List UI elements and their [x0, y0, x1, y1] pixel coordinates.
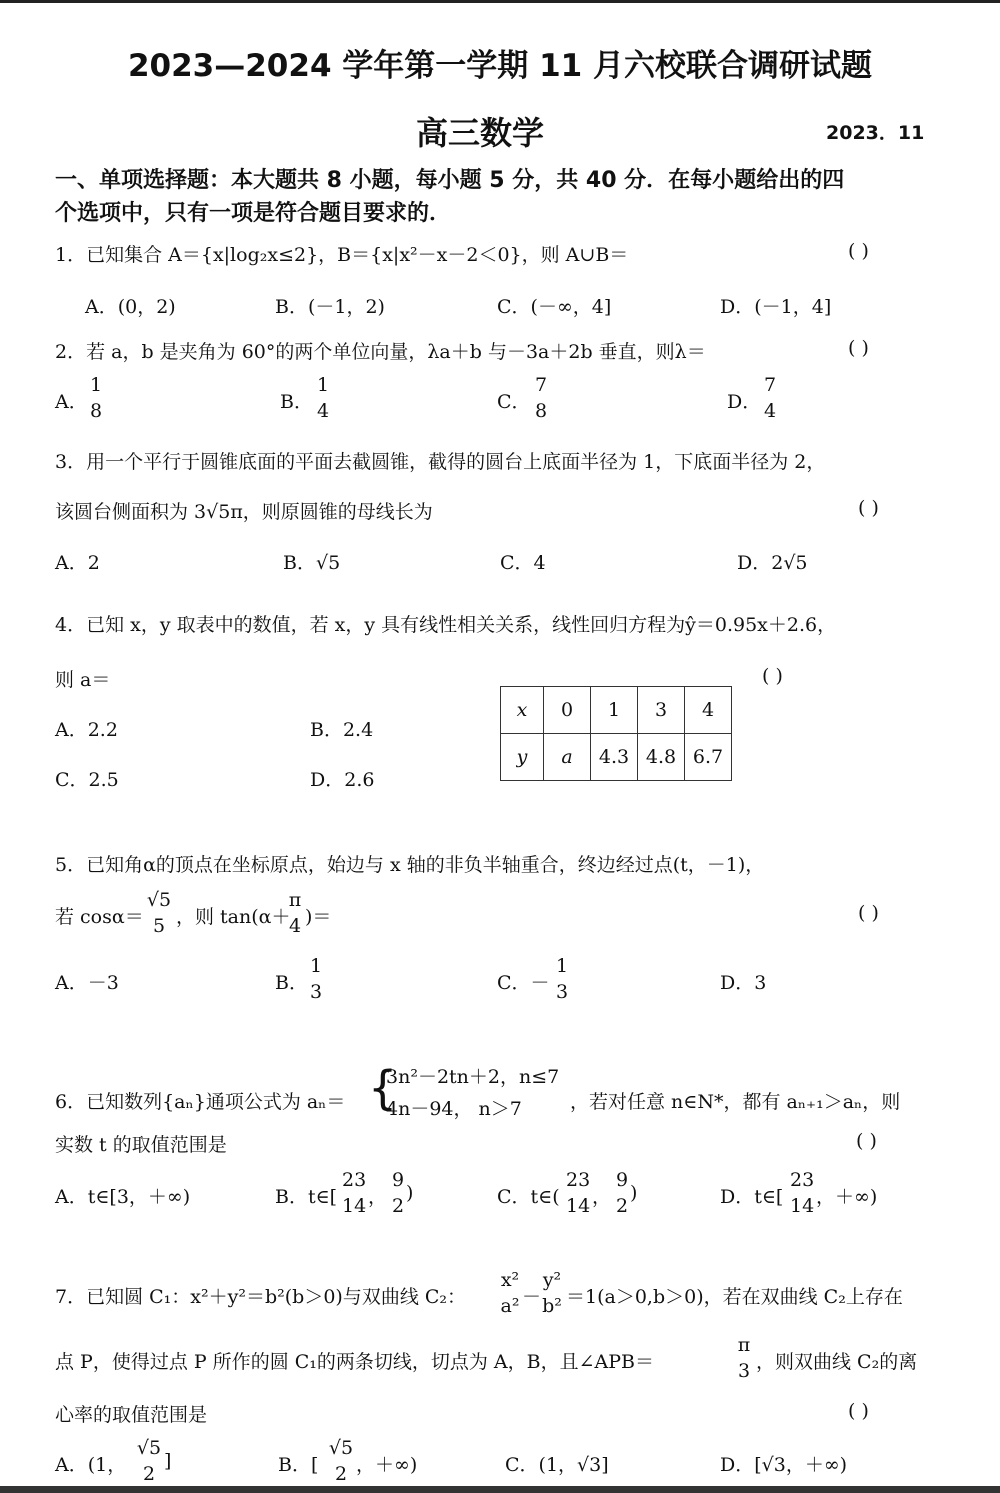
q2-option-a-fraction: 1 8 [89, 374, 103, 422]
q3-option-a: A．2 [55, 552, 100, 574]
q7-line-2-pre: 点 P，使得过点 P 所作的圆 C₁的两条切线，切点为 A，B，且∠APB＝ [55, 1351, 654, 1373]
q2-option-b-label: B． [280, 391, 313, 413]
q6-option-b-close: ) [406, 1182, 414, 1204]
q7-option-a-fraction: √5 2 [136, 1437, 162, 1485]
q5-option-c-fraction: 1 3 [555, 955, 569, 1003]
q6-option-c-pre: C．t∈( [497, 1186, 560, 1208]
q2-option-d-fraction: 7 4 [763, 374, 777, 422]
q6-option-c-fraction-2: 9 2 [615, 1169, 629, 1217]
subject-title: 高三数学 [415, 114, 544, 152]
q7-option-b-pre: B．[ [278, 1454, 319, 1476]
q7-stem-pre: 7．已知圆 C₁：x²＋y²＝b²(b＞0)与双曲线 C₂： [55, 1286, 467, 1308]
q7-y-fraction: y² b² [542, 1269, 562, 1317]
q6-option-d-pre: D．t∈[ [720, 1186, 784, 1208]
q5-option-c-label: C．－ [497, 972, 550, 994]
table-cell: 4 [685, 687, 732, 734]
q7-option-b-fraction: √5 2 [328, 1437, 354, 1485]
q5-option-d: D．3 [720, 972, 767, 994]
table-cell: a [544, 734, 591, 781]
q6-option-b-sep: ， [368, 1186, 388, 1208]
table-cell: 6.7 [685, 734, 732, 781]
q4-option-c: C．2.5 [55, 769, 119, 791]
q6-option-d-post: ，＋∞) [816, 1186, 878, 1208]
q7-option-b-post: ，＋∞) [356, 1454, 418, 1476]
table-row-x [501, 687, 732, 734]
q1-option-c: C．(－∞，4] [497, 296, 612, 318]
q2-answer-paren: ( ) [848, 337, 869, 359]
section-line-1: 一、单项选择题：本大题共 8 小题，每小题 5 分，共 40 分．在每小题给出的四 [55, 168, 845, 193]
q7-option-a-post: ] [164, 1450, 172, 1472]
q6-option-b-fraction-2: 9 2 [391, 1169, 405, 1217]
q1-answer-paren: ( ) [848, 240, 869, 262]
q6-answer-paren: ( ) [856, 1130, 877, 1152]
q5-stem-post: )＝ [305, 906, 332, 928]
q6-option-b-pre: B．t∈[ [275, 1186, 338, 1208]
q4-option-d: D．2.6 [310, 769, 375, 791]
q3-option-d: D．2√5 [737, 552, 808, 574]
q6-case-1: 3n²－2tn＋2，n≤7 [386, 1066, 560, 1088]
q1-option-a: A．(0，2) [85, 296, 176, 318]
q6-option-c-sep: ， [592, 1186, 612, 1208]
q3-option-b: B．√5 [283, 552, 341, 574]
q4-option-a: A．2.2 [55, 719, 118, 741]
table-cell: 3 [638, 687, 685, 734]
q2-option-c-fraction: 7 8 [534, 374, 548, 422]
q7-option-d: D．[√3，＋∞) [720, 1454, 848, 1476]
q3-stem-line-1: 3．用一个平行于圆锥底面的平面去截圆锥，截得的圆台上底面半径为 1，下底面半径为 2， [55, 451, 826, 473]
q2-stem: 2．若 a，b 是夹角为 60°的两个单位向量，λa＋b 与－3a＋2b 垂直，则λ＝ [55, 341, 706, 363]
q6-brace: { [368, 1061, 398, 1115]
q5-option-b-label: B． [275, 972, 308, 994]
table-cell: 4.8 [638, 734, 685, 781]
top-rule [0, 0, 1000, 3]
q5-option-b-fraction: 1 3 [309, 955, 323, 1003]
q6-option-d-fraction: 23 14 [790, 1169, 815, 1217]
table-cell: y [501, 734, 544, 781]
section-line-2: 个选项中，只有一项是符合题目要求的． [55, 201, 452, 226]
q2-option-d-label: D． [727, 391, 762, 413]
q5-stem-pre: 若 cosα＝ [55, 906, 144, 928]
q7-line-3: 心率的取值范围是 [55, 1404, 208, 1426]
q4-option-b: B．2.4 [310, 719, 374, 741]
q7-answer-paren: ( ) [848, 1400, 869, 1422]
q5-stem-line-1: 5．已知角α的顶点在坐标原点，始边与 x 轴的非负半轴重合，终边经过点(t，－1)， [55, 854, 765, 876]
q4-data-table [500, 686, 732, 781]
table-cell: 0 [544, 687, 591, 734]
q6-option-c-fraction-1: 23 14 [566, 1169, 591, 1217]
q4-stem-line-1: 4．已知 x，y 取表中的数值，若 x，y 具有线性相关关系，线性回归方程为ŷ＝0.95x＋2.6， [55, 614, 837, 636]
exam-date: 2023．11 [826, 122, 925, 144]
table-cell: 4.3 [591, 734, 638, 781]
q5-cos-fraction: √5 5 [146, 889, 172, 937]
q1-option-d: D．(－1，4] [720, 296, 832, 318]
q5-answer-paren: ( ) [858, 902, 879, 924]
q2-option-c-label: C． [497, 391, 531, 413]
q6-option-c-close: ) [630, 1182, 638, 1204]
q6-case-2: 4n－94， n＞7 [386, 1098, 522, 1120]
q7-pi-fraction: π 3 [737, 1334, 751, 1382]
q5-option-a: A．－3 [55, 972, 119, 994]
q7-x-fraction: x² a² [500, 1269, 520, 1317]
table-row-y [501, 734, 732, 781]
q7-stem-post: ＝1(a＞0,b＞0)，若在双曲线 C₂上存在 [566, 1286, 903, 1308]
q1-stem: 1．已知集合 A＝{x|log₂x≤2}，B＝{x|x²－x－2＜0}，则 A∪B＝ [55, 244, 629, 266]
bottom-scan-edge [0, 1486, 1000, 1493]
q4-answer-paren: ( ) [762, 665, 783, 687]
q2-option-b-fraction: 1 4 [316, 374, 330, 422]
q4-stem-line-2: 则 a＝ [55, 669, 111, 691]
q3-answer-paren: ( ) [858, 497, 879, 519]
q5-stem-mid: ，则 tan(α＋ [176, 906, 291, 928]
q6-option-b-fraction-1: 23 14 [342, 1169, 367, 1217]
table-cell: 1 [591, 687, 638, 734]
q6-option-a: A．t∈[3，＋∞) [55, 1186, 191, 1208]
section-heading [55, 164, 955, 230]
table-cell: x [501, 687, 544, 734]
q6-stem-line-2: 实数 t 的取值范围是 [55, 1134, 227, 1156]
q3-stem-line-2: 该圆台侧面积为 3√5π，则原圆锥的母线长为 [55, 501, 433, 523]
q2-option-a-label: A． [55, 391, 88, 413]
q7-minus: － [522, 1286, 542, 1308]
q1-option-b: B．(－1，2) [275, 296, 385, 318]
q5-pi-fraction: π 4 [288, 889, 302, 937]
q6-stem-after: ，若对任意 n∈N*，都有 aₙ₊₁＞aₙ，则 [570, 1091, 901, 1113]
exam-title: 2023—2024 学年第一学期 11 月六校联合调研试题 [127, 48, 873, 84]
q6-stem: 6．已知数列{aₙ}通项公式为 aₙ＝ [55, 1091, 346, 1113]
q7-option-a-pre: A．(1， [55, 1454, 127, 1476]
q7-option-c: C．(1，√3] [505, 1454, 609, 1476]
q7-line-2-post: ，则双曲线 C₂的离 [756, 1351, 918, 1373]
q3-option-c: C．4 [500, 552, 546, 574]
